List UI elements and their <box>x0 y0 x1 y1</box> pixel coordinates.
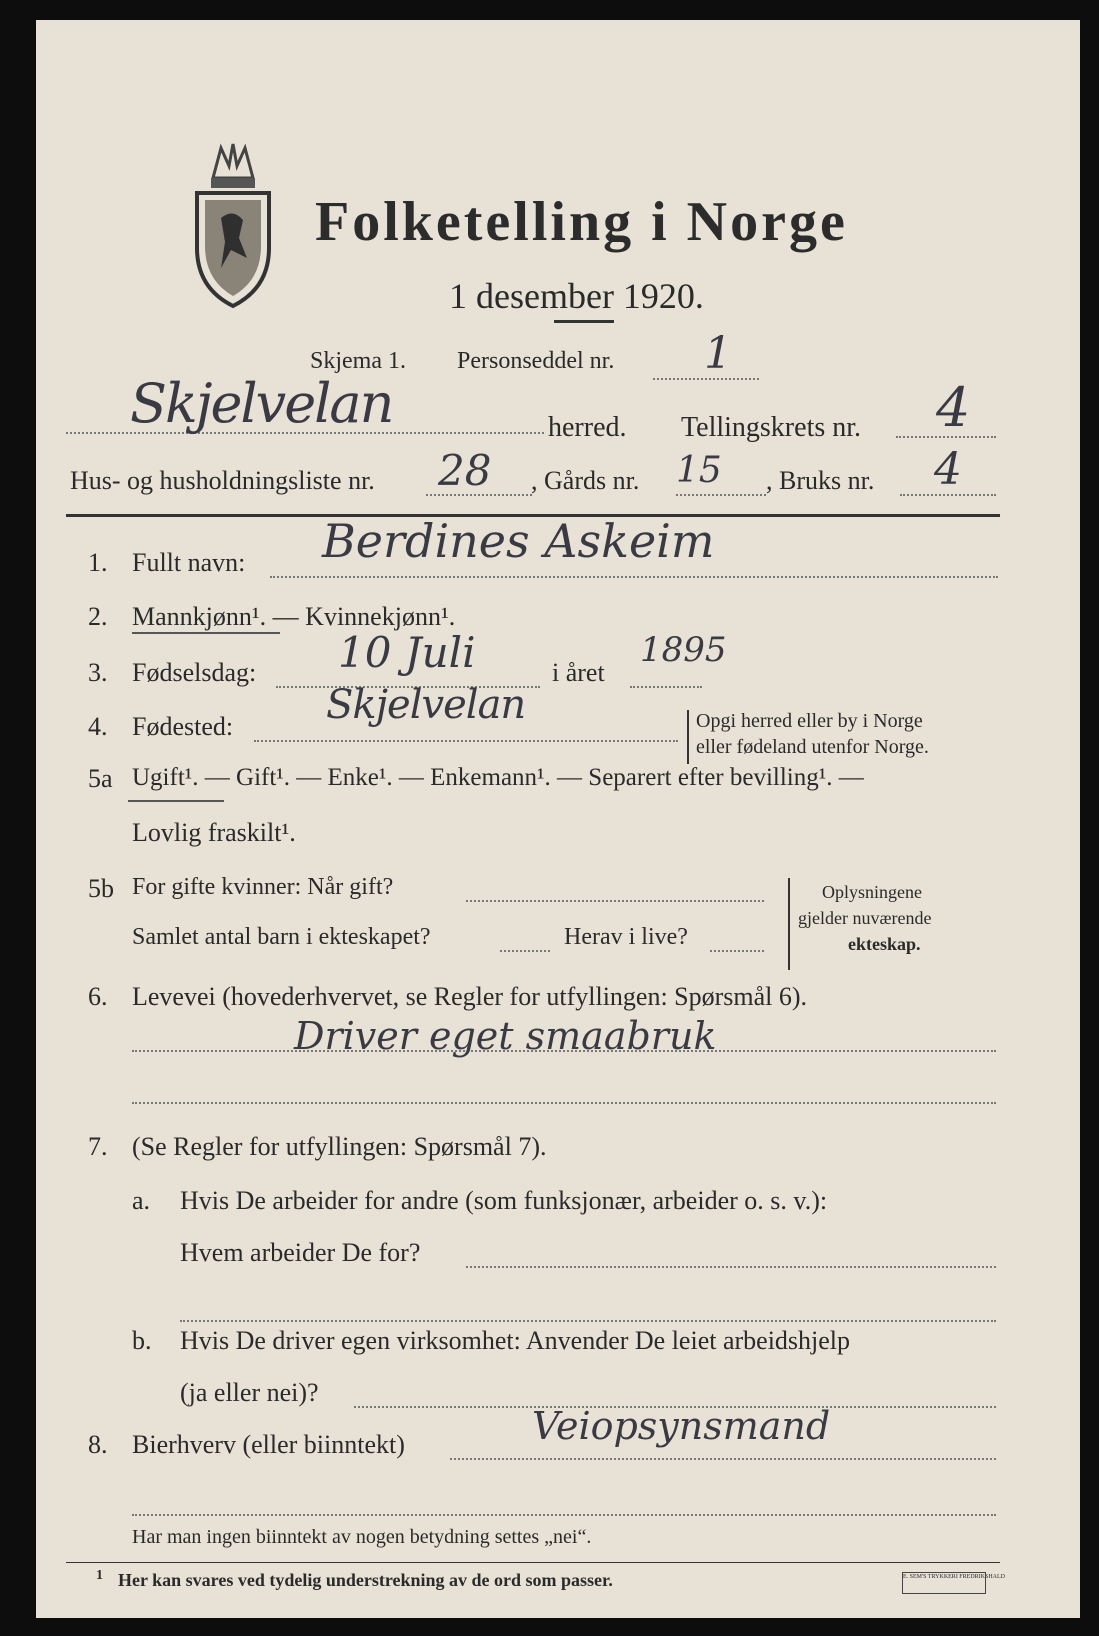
q7b-text2: (ja eller nei)? <box>180 1378 319 1407</box>
q5b-note-line3: ekteskap. <box>848 934 921 954</box>
tellingskrets-value: 4 <box>936 376 971 439</box>
q8-line1 <box>450 1458 996 1460</box>
q5b-line2a: Samlet antal barn i ekteskapet? <box>132 924 431 950</box>
q8-line2 <box>132 1514 996 1516</box>
husholdningsliste-label: Hus- og husholdningsliste nr. <box>70 466 375 495</box>
q4-value: Skjelvelan <box>326 682 526 728</box>
census-date: 1 desember 1920. <box>449 276 704 316</box>
herred-value: Skjelvelan <box>130 372 393 435</box>
biinntekt-note: Har man ingen biinntekt av nogen betydning settes „nei“. <box>132 1526 592 1548</box>
q6-value: Driver eget smaabruk <box>294 1014 717 1058</box>
q4-note-line2: eller fødeland utenfor Norge. <box>696 736 929 758</box>
q7-number: 7. <box>88 1132 108 1161</box>
gards-value: 15 <box>676 450 722 491</box>
q7b-label: b. <box>132 1326 152 1355</box>
q2-number: 2. <box>88 602 108 631</box>
bruks-label: , Bruks nr. <box>766 466 875 495</box>
footnote-mark: 1 <box>96 1568 103 1583</box>
q5b-live-line <box>710 950 764 952</box>
q3-year-label: i året <box>552 658 605 687</box>
q5b-note-brace <box>788 878 790 970</box>
husholdningsliste-value: 28 <box>438 446 492 495</box>
footnote-text: Her kan svares ved tydelig understrekning av de ord som passer. <box>118 1570 613 1590</box>
coat-of-arms-icon <box>191 138 275 308</box>
q1-line <box>270 576 998 578</box>
skjema-label: Skjema 1. <box>310 348 406 374</box>
q2-text: Mannkjønn¹. — Kvinnekjønn¹. <box>132 602 456 631</box>
tellingskrets-label: Tellingskrets nr. <box>681 412 862 443</box>
q7a-line1 <box>466 1266 996 1268</box>
q6-line2 <box>132 1102 996 1104</box>
form-title: Folketelling i Norge <box>315 191 848 253</box>
q7a-text: Hvis De arbeider for andre (som funksjonær, arbeider o. s. v.): <box>180 1186 828 1215</box>
gards-label: , Gårds nr. <box>531 466 640 495</box>
q8-value: Veiopsynsmand <box>532 1404 831 1448</box>
q1-value: Berdines Askeim <box>322 514 715 568</box>
q5b-gift-line <box>466 900 764 902</box>
q5b-note-line1: Oplysningene <box>822 882 922 902</box>
q7b-text: Hvis De driver egen virksomhet: Anvender De leiet arbeidshjelp <box>180 1326 851 1355</box>
q7a-line2 <box>180 1320 996 1322</box>
q5a-text2: Lovlig fraskilt¹. <box>132 818 296 847</box>
bruks-value: 4 <box>934 444 962 495</box>
title-divider <box>554 320 614 323</box>
q5a-underline <box>128 800 224 802</box>
q1-label: Fullt navn: <box>132 548 246 577</box>
printer-stamp-text: E. SEM'S TRYKKERI FREDRIKSHALD <box>903 1574 1005 1580</box>
q8-number: 8. <box>88 1430 108 1459</box>
q4-label: Fødested: <box>132 712 234 741</box>
q3-year-value: 1895 <box>640 630 727 670</box>
q5b-number: 5b <box>88 874 114 903</box>
q3-value: 10 Juli <box>338 628 476 677</box>
q8-label: Bierhverv (eller biinntekt) <box>132 1430 405 1459</box>
q6-number: 6. <box>88 982 108 1011</box>
q5a-text: Ugift¹. — Gift¹. — Enke¹. — Enkemann¹. — Separert efter bevilling¹. — <box>132 764 864 791</box>
q4-number: 4. <box>88 712 108 741</box>
q5b-note-line2: gjelder nuværende <box>798 908 932 928</box>
q4-line <box>254 740 678 742</box>
q5b-line2b: Herav i live? <box>564 924 688 950</box>
q5a-number: 5a <box>88 764 113 793</box>
q7a-label: a. <box>132 1186 151 1215</box>
footer-rule <box>66 1562 1000 1563</box>
printer-stamp <box>902 1572 1005 1594</box>
q7a-text2: Hvem arbeider De for? <box>180 1238 421 1267</box>
q6-text: Levevei (hovederhvervet, se Regler for utfyllingen: Spørsmål 6). <box>132 982 808 1011</box>
herred-label: herred. <box>548 412 627 443</box>
q3-number: 3. <box>88 658 108 687</box>
personseddel-value: 1 <box>704 328 732 379</box>
q3-label: Fødselsdag: <box>132 658 257 687</box>
census-form <box>36 20 1080 1618</box>
q2-underline <box>132 632 280 634</box>
q5b-barn-line <box>500 950 550 952</box>
q4-note-brace <box>687 710 689 764</box>
q1-number: 1. <box>88 548 108 577</box>
q3-year-line <box>630 686 702 688</box>
q4-note-line1: Opgi herred eller by i Norge <box>696 710 923 732</box>
q5b-line1: For gifte kvinner: Når gift? <box>132 874 394 900</box>
personseddel-label: Personseddel nr. <box>457 348 615 374</box>
q7-text: (Se Regler for utfyllingen: Spørsmål 7). <box>132 1132 547 1161</box>
gards-line <box>676 494 766 496</box>
